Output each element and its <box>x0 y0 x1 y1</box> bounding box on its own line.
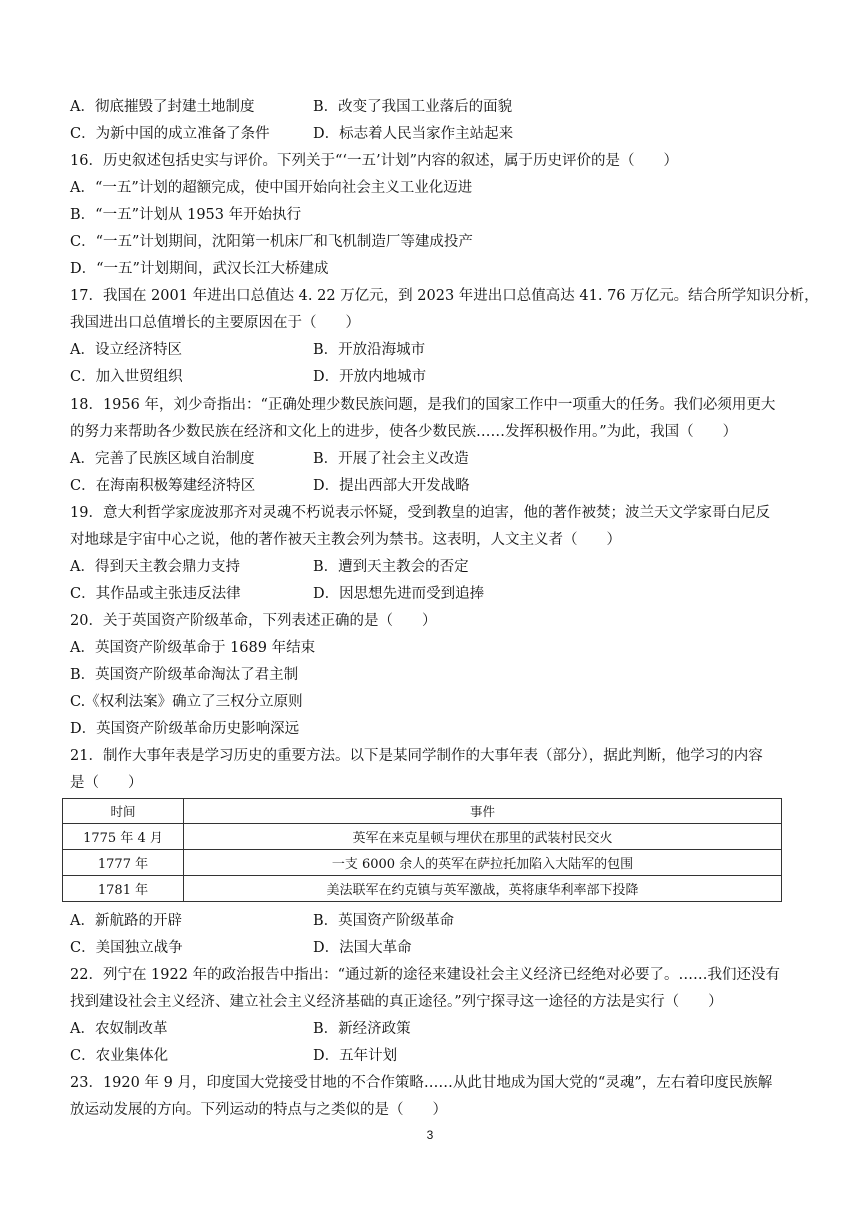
q18-option-b: B．开展了社会主义改造 <box>313 451 469 467</box>
q18-stem-line2: 的努力来帮助各少数民族在经济和文化上的进步，使各少数民族……发挥积极作用。”为此，我国（ ） <box>70 424 738 440</box>
q22-stem-line2: 找到建设社会主义经济、建立社会主义经济基础的真正途径。”列宁探寻这一途径的方法是实行（ ） <box>70 994 723 1010</box>
table-row <box>63 850 782 876</box>
q15-option-c: C．为新中国的成立准备了条件 <box>70 126 270 142</box>
table-cell-time: 1781 年 <box>63 876 184 902</box>
q20-option-d: D．英国资产阶级革命历史影响深远 <box>70 721 300 737</box>
q18-option-a: A．完善了民族区域自治制度 <box>70 451 255 467</box>
q20-option-a: A．英国资产阶级革命于 1689 年结束 <box>70 640 316 656</box>
q17-option-d: D．开放内地城市 <box>313 369 427 385</box>
q22-option-c: C．农业集体化 <box>70 1048 169 1064</box>
table-header-row <box>63 799 782 824</box>
column-header-event: 事件 <box>184 799 782 824</box>
q19-stem-line1: 19．意大利哲学家庞波那齐对灵魂不朽说表示怀疑，受到教皇的迫害，他的著作被焚；波兰天文学家哥白尼反 <box>70 505 770 521</box>
q16-option-c: C．“一五”计划期间，沈阳第一机床厂和飞机制造厂等建成投产 <box>70 234 473 250</box>
q18-stem-line1: 18．1956 年，刘少奇指出：“正确处理少数民族问题，是我们的国家工作中一项重大的任务。我们必须用更大 <box>70 397 776 413</box>
q18-option-c: C．在海南积极筹建经济特区 <box>70 478 256 494</box>
q16-option-b: B．“一五”计划从 1953 年开始执行 <box>70 207 302 223</box>
q17-option-c: C．加入世贸组织 <box>70 369 183 385</box>
q22-stem-line1: 22．列宁在 1922 年的政治报告中指出：“通过新的途径来建设社会主义经济已经绝对必要了。……我们还没有 <box>70 967 780 983</box>
table-cell-time: 1775 年 4 月 <box>63 824 184 850</box>
q20-stem: 20．关于英国资产阶级革命，下列表述正确的是（ ） <box>70 613 437 629</box>
page-number: 3 <box>426 1128 434 1142</box>
chronology-table <box>62 798 782 902</box>
q21-option-d: D．法国大革命 <box>313 940 412 956</box>
q21-stem-line1: 21．制作大事年表是学习历史的重要方法。以下是某同学制作的大事年表（部分），据此判断，他学习的内容 <box>70 748 763 764</box>
q21-option-a: A．新航路的开辟 <box>70 913 182 929</box>
q18-option-d: D．提出西部大开发战略 <box>313 478 470 494</box>
column-header-time: 时间 <box>63 799 184 824</box>
table-cell-event: 英军在来克星顿与埋伏在那里的武装村民交火 <box>184 824 782 850</box>
table-cell-event: 美法联军在约克镇与英军激战，英将康华利率部下投降 <box>184 876 782 902</box>
q22-option-a: A．农奴制改革 <box>70 1021 168 1037</box>
q19-option-a: A．得到天主教会鼎力支持 <box>70 559 240 575</box>
q23-stem-line2: 放运动发展的方向。下列运动的特点与之类似的是（ ） <box>70 1102 447 1118</box>
q19-option-c: C．其作品或主张违反法律 <box>70 586 241 602</box>
q15-option-d: D．标志着人民当家作主站起来 <box>313 126 514 142</box>
q17-option-b: B．开放沿海城市 <box>313 342 426 358</box>
q21-stem-line2: 是（ ） <box>70 775 143 791</box>
q21-option-b: B．英国资产阶级革命 <box>313 913 455 929</box>
q19-option-b: B．遭到天主教会的否定 <box>313 559 469 575</box>
q20-option-b: B．英国资产阶级革命淘汰了君主制 <box>70 667 299 683</box>
q19-option-d: D．因思想先进而受到追捧 <box>313 586 485 602</box>
table-row <box>63 824 782 850</box>
table-cell-time: 1777 年 <box>63 850 184 876</box>
q16-stem: 16．历史叙述包括史实与评价。下列关于“‘一五’计划”内容的叙述，属于历史评价的是（ ） <box>70 153 678 169</box>
q20-option-c: C.《权利法案》确立了三权分立原则 <box>70 694 303 710</box>
q19-stem-line2: 对地球是宇宙中心之说，他的著作被天主教会列为禁书。这表明，人文主义者（ ） <box>70 532 621 548</box>
q15-option-a: A．彻底摧毁了封建土地制度 <box>70 99 255 115</box>
q21-option-c: C．美国独立战争 <box>70 940 183 956</box>
q16-option-d: D．“一五”计划期间，武汉长江大桥建成 <box>70 261 329 277</box>
q22-option-b: B．新经济政策 <box>313 1021 411 1037</box>
q15-option-b: B．改变了我国工业落后的面貌 <box>313 99 513 115</box>
q17-stem-line1: 17．我国在 2001 年进出口总值达 4. 22 万亿元，到 2023 年进出口总值高达 41. 76 万亿元。结合所学知识分析， <box>70 288 819 304</box>
q17-stem-line2: 我国进出口总值增长的主要原因在于（ ） <box>70 315 360 331</box>
q22-option-d: D．五年计划 <box>313 1048 398 1064</box>
q17-option-a: A．设立经济特区 <box>70 342 182 358</box>
q23-stem-line1: 23．1920 年 9 月，印度国大党接受甘地的不合作策略……从此甘地成为国大党的“灵魂”，左右着印度民族解 <box>70 1075 773 1091</box>
q16-option-a: A．“一五”计划的超额完成，使中国开始向社会主义工业化迈进 <box>70 180 473 196</box>
table-cell-event: 一支 6000 余人的英军在萨拉托加陷入大陆军的包围 <box>184 850 782 876</box>
table-row <box>63 876 782 902</box>
